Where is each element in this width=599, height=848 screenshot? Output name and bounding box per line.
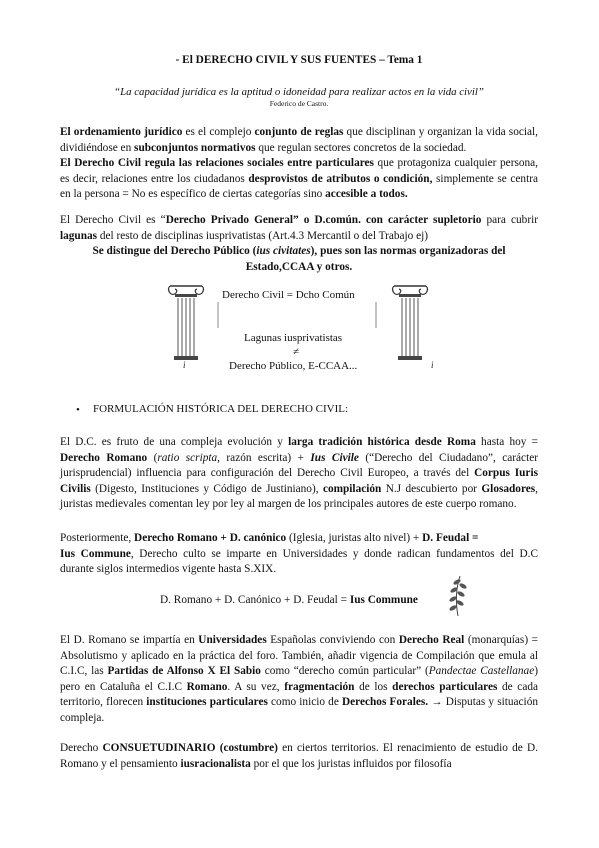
laurel-branch-icon	[444, 572, 468, 618]
term-conjunto-reglas: conjunto de reglas	[254, 126, 344, 138]
text: El D.C. es fruto de una compleja evolución y	[60, 436, 289, 448]
text: (	[147, 451, 158, 464]
section-heading: FORMULACIÓN HISTÓRICA DEL DERECHO CIVIL:	[93, 403, 349, 415]
document-title: - El DERECHO CIVIL Y SUS FUENTES – Tema 1	[175, 54, 423, 66]
text: El Derecho Civil es “	[60, 214, 166, 226]
term-ius-civitates: ius civitates	[256, 245, 311, 257]
term-tradicion: larga tradición histórica desde Roma	[288, 436, 476, 448]
paragraph-derecho-civil	[60, 156, 538, 203]
text: que protagoniza cualquier persona, es decir, relaciones entre los ciudadanos	[60, 157, 538, 185]
term-feudal: D. Feudal =	[422, 532, 479, 544]
term-consuetudinario: CONSUETUDINARIO (costumbre)	[102, 742, 278, 754]
term-subconjuntos: subconjuntos normativos	[134, 141, 256, 154]
term-ratio-scripta: ratio scripta,	[157, 451, 220, 464]
diagram-bottom-label: Derecho Público, E-CCAA...	[229, 360, 358, 372]
text: hasta hoy =	[475, 436, 538, 448]
paragraph-evolucion	[60, 435, 538, 513]
text: (Iglesia, juristas alto nivel) +	[286, 532, 423, 544]
paragraph-ordenamiento	[60, 125, 538, 156]
term-ius-commune: Ius Commune	[60, 547, 131, 560]
text: de los	[354, 680, 393, 693]
epigraph-quote: “La capacidad jurídica es la aptitud o idoneidad para realizar actos en la vida civil”	[114, 86, 484, 98]
term-derechos-particulares: derechos particulares	[392, 680, 498, 693]
paragraph-ius-commune	[60, 531, 538, 578]
term-derecho-privado: Derecho Privado General” o D.común. con carácter supletorio	[165, 214, 482, 226]
text: para cubrir	[481, 214, 538, 226]
term-compilacion: compilación	[322, 482, 382, 495]
text: Derecho	[60, 742, 103, 754]
term-ius-civile: Ius Civile	[310, 451, 359, 464]
term-ordenamiento: El ordenamiento jurídico	[60, 126, 183, 138]
text: de cada territorio, florecen	[60, 680, 538, 708]
diagram-left-mark: i	[183, 360, 186, 370]
term-romano-canonico: Derecho Romano + D. canónico	[134, 532, 287, 544]
text: ) pero en Cataluña el C.I.C	[60, 665, 538, 693]
paragraph-consuetudinario	[60, 741, 538, 772]
epigraph-author: Federico de Castro.	[269, 99, 329, 108]
term-instituciones: instituciones particulares	[146, 696, 268, 708]
ionic-column-right-icon	[390, 282, 430, 362]
term-pandectae: Pandectae Castellanae	[428, 665, 535, 677]
paragraph-derecho-publico	[90, 244, 508, 275]
diagram-top-label: Derecho Civil = Dcho Común	[222, 289, 355, 301]
term-fragmentacion: fragmentación	[284, 680, 355, 693]
bullet-icon: •	[76, 404, 80, 416]
text: (“Derecho del Ciudadano”, carácter jurisprudencial) influencia para configuración del Derecho Civil Europeo, a través del	[60, 451, 538, 479]
diagram-mid-label: Lagunas iusprivatistas	[244, 332, 343, 344]
text: Posteriormente,	[60, 532, 135, 544]
text: Se distingue del Derecho Público (	[92, 245, 257, 257]
text: del resto de disciplinas iusprivatistas (Art.4.3 Mercantil o del Trabajo ej)	[97, 229, 429, 242]
term-partidas: Partidas de Alfonso X El Sabio	[107, 665, 261, 677]
text: N.J descubierto por	[381, 482, 482, 495]
text: (Digesto, Instituciones y Código de Justiniano),	[90, 482, 323, 495]
diagram-bracket-left	[217, 302, 219, 328]
term-derechos-forales: Derechos Forales.	[342, 696, 429, 708]
diagram-neq-symbol: ≠	[293, 346, 300, 358]
paragraph-derecho-privado	[60, 213, 538, 244]
text: → Disputas y situación compleja.	[60, 696, 538, 724]
text: que disciplinan y organizan la vida social, dividiéndose en	[60, 126, 538, 154]
text: D. Romano + D. Canónico + D. Feudal =	[160, 594, 350, 606]
text: , juristas medievales comentan ley por ley al margen de los principales autores de este cuerpo romano.	[60, 482, 538, 510]
term-derecho-romano: Derecho Romano	[60, 451, 148, 464]
text: , Derecho culto se imparte en Universidades y donde radican fundamentos del D.C durante siglos intermedios vigente hasta S.XIX.	[60, 547, 538, 575]
text: en ciertos territorios. El renacimiento de estudio de D. Romano y el pensamiento	[60, 742, 538, 770]
term-glosadores: Glosadores	[481, 482, 536, 495]
text: es el complejo	[182, 126, 255, 138]
term-accesible: accesible a todos.	[325, 188, 408, 200]
term-desprovistos: desprovistos de atributos o condición,	[248, 172, 433, 185]
term-universidades: Universidades	[198, 634, 267, 646]
text: simplemente se centra en la persona = No es específico de ciertas categorías sino	[60, 172, 538, 200]
paragraph-universidades	[60, 633, 538, 726]
text: ), pues son las normas organizadoras del Estado,CCAA y otros.	[245, 245, 506, 273]
text: por el que los juristas influidos por filosofía	[250, 757, 452, 770]
term-derecho-real: Derecho Real	[398, 634, 465, 646]
text: como “derecho común particular” (	[260, 665, 429, 677]
text: El D. Romano se impartía en	[60, 634, 199, 646]
term-iusracionalista: iusracionalista	[180, 757, 251, 770]
term-lagunas: lagunas	[60, 229, 98, 242]
term-romano: Romano	[186, 680, 228, 693]
text: que regulan sectores concretos de la sociedad.	[255, 141, 467, 154]
term-derecho-civil: El Derecho Civil regula las relaciones sociales entre particulares	[60, 157, 374, 169]
formula-result: Ius Commune	[349, 594, 418, 606]
text: como inicio de	[267, 696, 342, 708]
ionic-column-left-icon	[166, 282, 206, 362]
text: (monarquías) = Absolutismo y aplicado en la práctica del foro. También, añadir vigencia de Compilación que emula al C.I.C, las	[60, 634, 539, 677]
formula-ius-commune	[160, 594, 418, 606]
term-corpus-iuris: Corpus Iuris Civilis	[60, 467, 538, 495]
text: Españolas conviviendo con	[266, 634, 399, 646]
text: razón escrita) +	[219, 451, 311, 464]
text: . A su vez,	[227, 680, 285, 693]
diagram-right-mark: i	[431, 360, 434, 370]
diagram-bracket-right	[375, 302, 377, 328]
